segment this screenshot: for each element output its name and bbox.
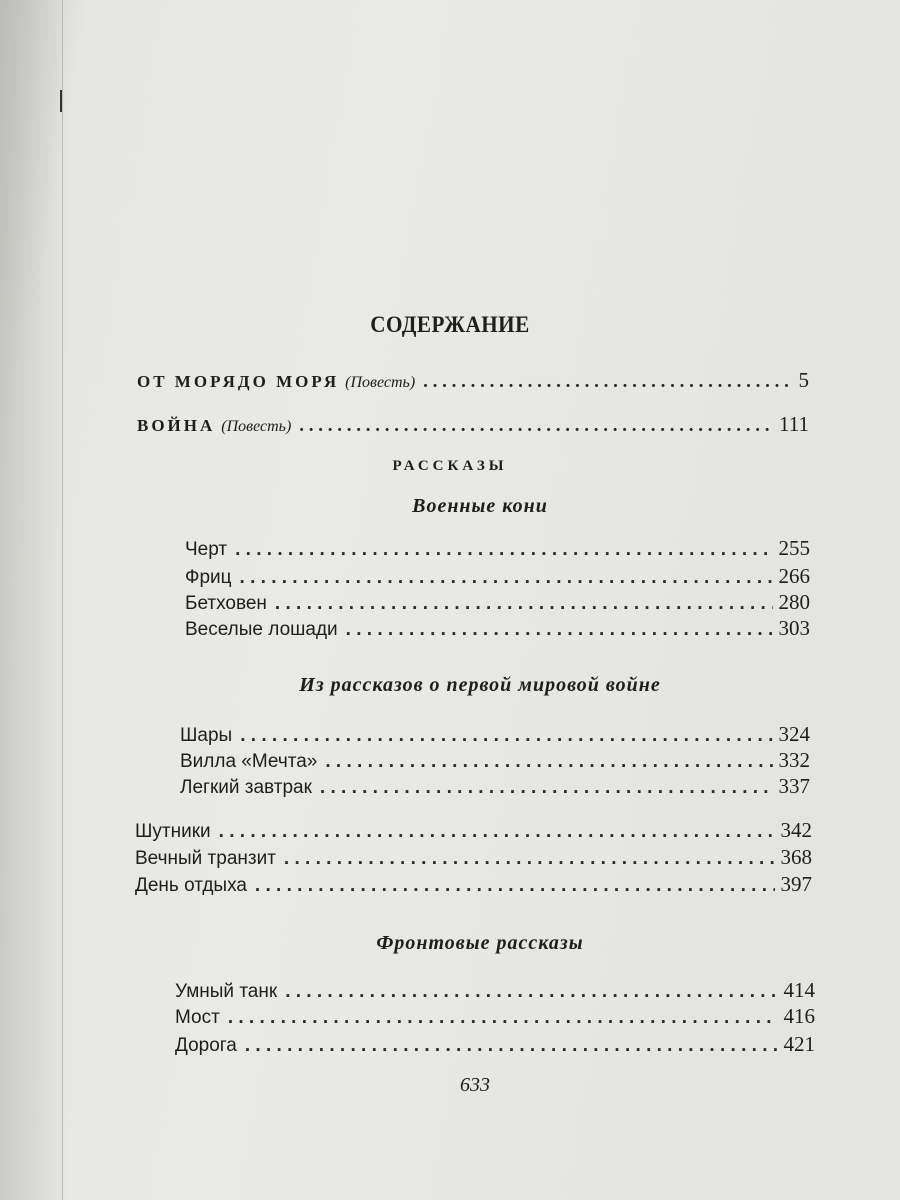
entry-title: День отдыха [135,875,247,896]
entry-title: Шары [180,725,233,746]
toc-entry [175,978,815,1003]
toc-entry [175,1004,815,1029]
entry-page: 416 [783,1004,815,1028]
entry-title: Дорога [175,1035,237,1056]
leader-dots [423,371,792,393]
entry-page: 111 [779,412,809,436]
leader-dots [346,619,773,641]
leader-dots [284,848,775,870]
leader-dots [255,875,775,897]
toc-entry [185,590,810,615]
entry-page: 342 [780,818,812,842]
entry-title: Вечный транзит [135,848,276,869]
subsection-title: Военные кони [412,495,548,517]
leader-dots [325,751,772,773]
entry-title: Вилла «Мечта» [180,751,318,772]
leader-dots [235,539,772,561]
entry-page: 5 [798,368,809,392]
spine-mark [60,90,62,112]
entry-title: Шутники [135,821,211,842]
entry-page: 421 [783,1032,815,1056]
entry-page: 303 [778,616,810,640]
spine-shadow [0,0,70,1200]
entry-title: ОТ МОРЯДО МОРЯ (Повесть) [137,372,416,391]
section-label: РАССКАЗЫ [392,458,508,474]
entry-title: Веселые лошади [185,619,338,640]
toc-entry [185,536,810,561]
leader-dots [245,1035,778,1057]
entry-page: 397 [780,872,812,896]
toc-entry [175,1032,815,1057]
entry-page: 337 [778,774,810,798]
leader-dots [219,821,775,843]
entry-title: Легкий завтрак [180,777,312,798]
toc-entry [185,616,810,641]
subsection-title: Фронтовые рассказы [376,932,584,954]
entry-title: Мост [175,1007,220,1028]
entry-title: ВОЙНА (Повесть) [137,416,292,435]
entry-title: Бетховен [185,593,267,614]
entry-page: 280 [778,590,810,614]
entry-title: Умный танк [175,981,278,1002]
leader-dots [240,725,772,747]
toc-entry [180,748,810,773]
leader-dots [299,415,773,437]
entry-page: 332 [778,748,810,772]
leader-dots [240,567,773,589]
toc-entry [135,872,812,897]
page-edge [62,0,63,1200]
entry-title: Черт [185,539,228,560]
toc-entry [135,818,812,843]
entry-page: 266 [778,564,810,588]
entry-page: 368 [780,845,812,869]
leader-dots [285,981,777,1003]
toc-entry-major [137,368,809,393]
entry-page: 414 [783,978,815,1002]
leader-dots [228,1007,778,1029]
toc-entry [180,722,810,747]
entry-page: 255 [778,536,810,560]
page-number: 633 [460,1074,490,1096]
toc-entry-major [137,412,809,437]
toc-entry [180,774,810,799]
leader-dots [320,777,773,799]
entry-page: 324 [778,722,810,746]
leader-dots [275,593,773,615]
toc-heading: СОДЕРЖАНИЕ [370,312,530,337]
entry-title: Фриц [185,567,232,588]
toc-entry [185,564,810,589]
toc-entry [135,845,812,870]
subsection-title: Из рассказов о первой мировой войне [299,674,661,696]
